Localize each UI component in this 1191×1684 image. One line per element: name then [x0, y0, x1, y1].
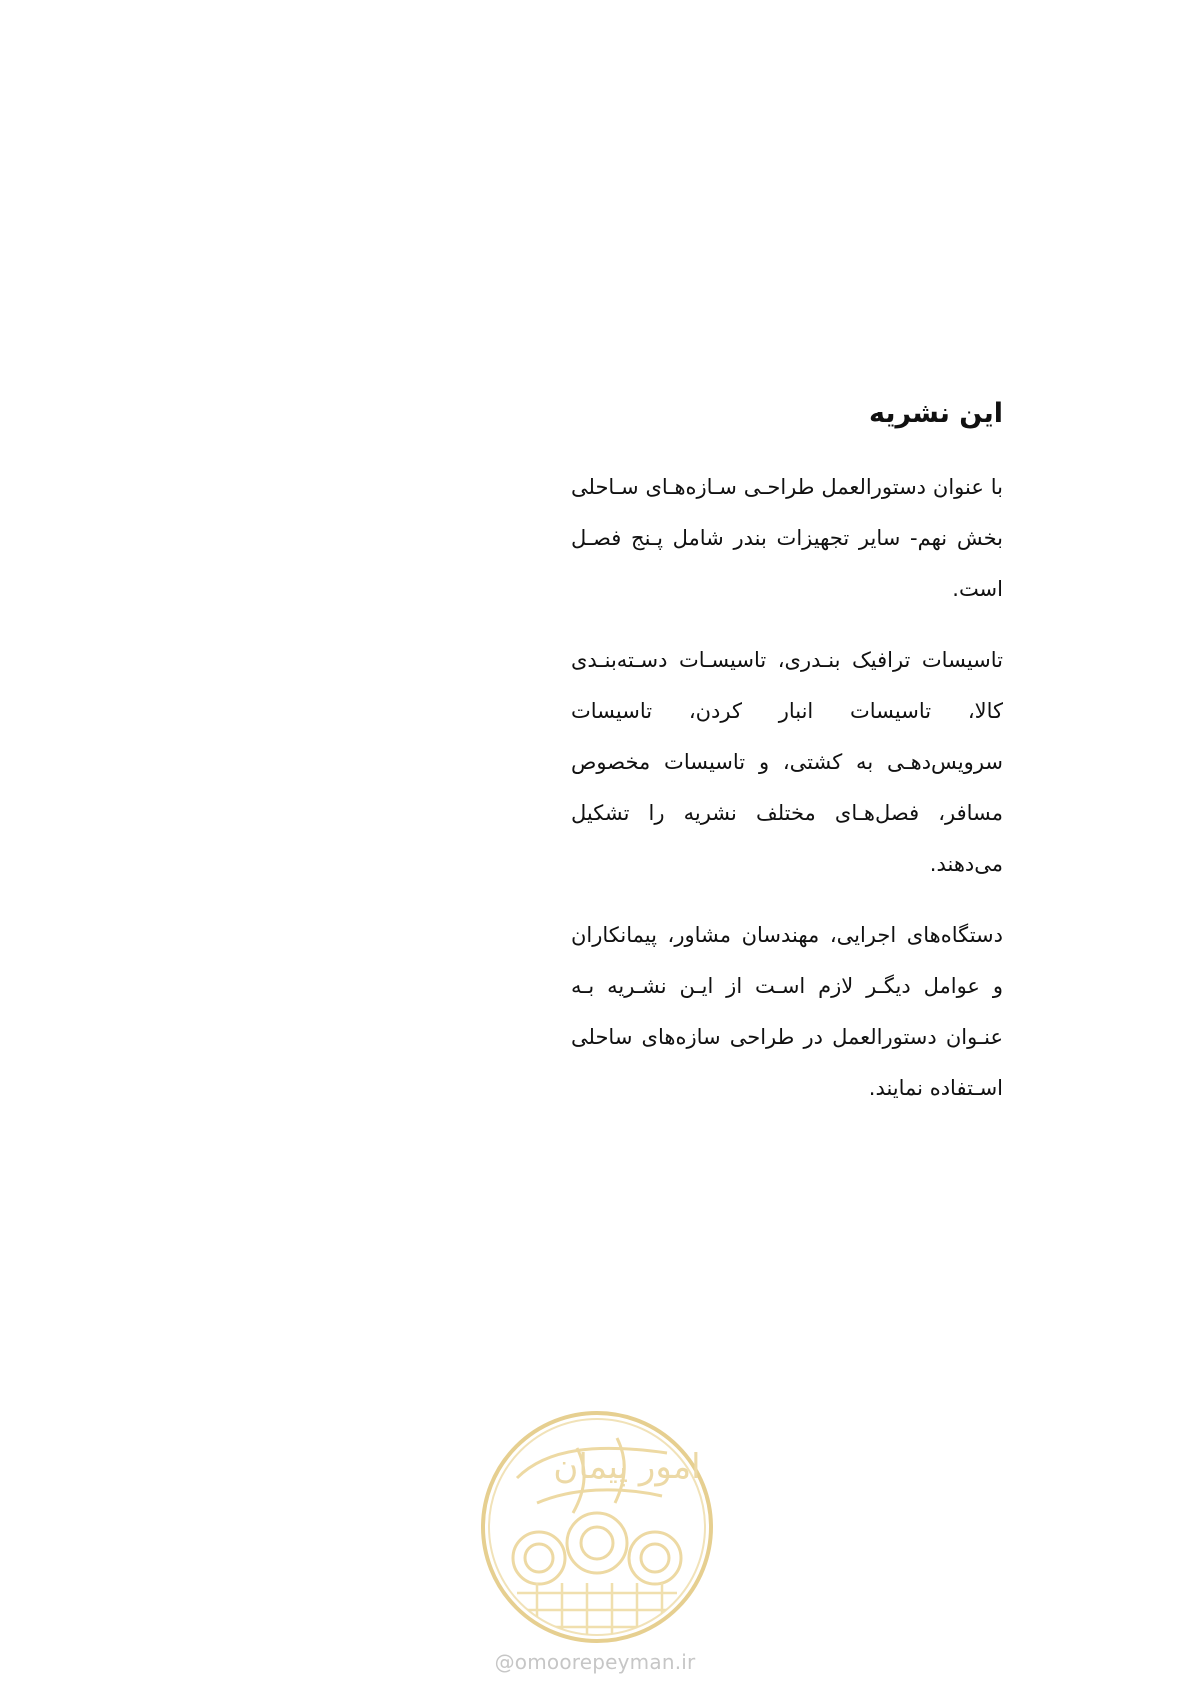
paragraph-2: تاسیسات ترافیک بنـدری، تاسیسـات دسـته‌بنـدی کالا، تاسیسات انبار کردن، تاسیسات سرویس‌دهـی به کشتی، و تاسیسات مخصوص مسافر، فصل‌هـای مختلف نشریه را تشکیل می‌دهند.	[571, 648, 1003, 877]
watermark-logo-icon	[477, 1408, 717, 1646]
svg-text:امور پیمان: امور پیمان	[553, 1447, 701, 1487]
document-title: این نشریه	[868, 398, 1003, 429]
paragraph-1: با عنوان دستورالعمل طراحـی سـازه‌هـای سـاحلی بخش نهم- سایر تجهیزات بندر شامل پـنج فصـل است.	[571, 475, 1003, 602]
paragraph-3: دستگاه‌های اجرایی، مهندسان مشاور، پیمانکاران و عوامل دیگـر لازم اسـت از ایـن نشـریه بـه عنـوان دستورالعمل در طراحی سازه‌های ساحلی اسـتفاده نمایند.	[571, 923, 1003, 1101]
document-body	[571, 398, 1003, 1134]
watermark-website: @omoorepeyman.ir	[494, 1650, 696, 1674]
